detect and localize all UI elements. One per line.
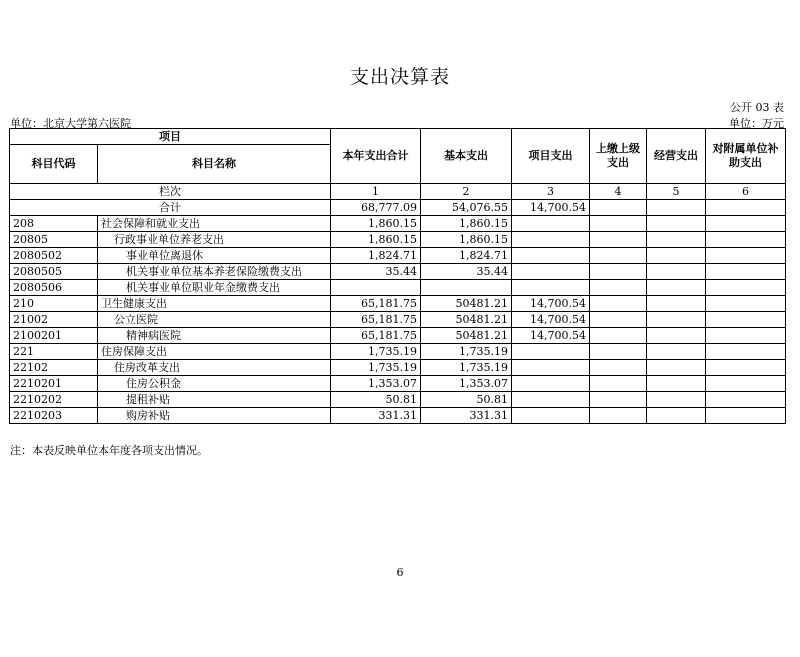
reporting-unit: 单位：北京大学第六医院 bbox=[10, 117, 131, 130]
header-operating-expenditure: 经营支出 bbox=[647, 129, 706, 184]
amount-cell bbox=[590, 376, 647, 392]
amount-cell: 65,181.75 bbox=[331, 312, 421, 328]
subject-name: 公立医院 bbox=[98, 312, 331, 328]
amount-cell bbox=[590, 328, 647, 344]
amount-cell bbox=[590, 408, 647, 424]
header-project: 项目 bbox=[10, 129, 331, 145]
amount-cell bbox=[706, 248, 786, 264]
amount-cell: 1,735.19 bbox=[421, 360, 512, 376]
header-remit-superior: 上缴上级支出 bbox=[590, 129, 647, 184]
amount-cell: 1,860.15 bbox=[331, 232, 421, 248]
subject-name: 卫生健康支出 bbox=[98, 296, 331, 312]
amount-cell bbox=[512, 344, 590, 360]
index-row bbox=[10, 184, 786, 200]
amount-cell bbox=[647, 360, 706, 376]
amount-cell bbox=[512, 408, 590, 424]
amount-cell: 35.44 bbox=[331, 264, 421, 280]
subject-name: 提租补贴 bbox=[98, 392, 331, 408]
form-number: 公开 03 表 bbox=[730, 101, 784, 114]
expenditure-table bbox=[9, 128, 786, 424]
subject-name: 住房改革支出 bbox=[98, 360, 331, 376]
amount-cell bbox=[590, 360, 647, 376]
amount-cell bbox=[512, 376, 590, 392]
amount-cell bbox=[647, 296, 706, 312]
page-number: 6 bbox=[396, 566, 404, 579]
amount-cell bbox=[512, 232, 590, 248]
amount-cell: 14,700.54 bbox=[512, 328, 590, 344]
amount-cell bbox=[647, 328, 706, 344]
index-cell: 1 bbox=[331, 184, 421, 200]
subject-name: 购房补贴 bbox=[98, 408, 331, 424]
subject-name: 住房保障支出 bbox=[98, 344, 331, 360]
amount-cell bbox=[647, 392, 706, 408]
amount-cell: 35.44 bbox=[421, 264, 512, 280]
amount-cell: 14,700.54 bbox=[512, 312, 590, 328]
amount-cell bbox=[590, 280, 647, 296]
amount-cell bbox=[421, 280, 512, 296]
amount-cell: 1,353.07 bbox=[331, 376, 421, 392]
amount-cell bbox=[706, 344, 786, 360]
header-total-expenditure: 本年支出合计 bbox=[331, 129, 421, 184]
table-row bbox=[10, 232, 786, 248]
amount-cell bbox=[331, 280, 421, 296]
table-row bbox=[10, 328, 786, 344]
amount-cell bbox=[706, 280, 786, 296]
amount-cell bbox=[590, 312, 647, 328]
header-subject-name: 科目名称 bbox=[98, 145, 331, 184]
currency-unit: 单位：万元 bbox=[729, 117, 784, 130]
amount-cell bbox=[706, 312, 786, 328]
subject-code: 21002 bbox=[10, 312, 98, 328]
amount-cell: 1,860.15 bbox=[331, 216, 421, 232]
subject-code: 2210203 bbox=[10, 408, 98, 424]
subject-code: 221 bbox=[10, 344, 98, 360]
index-cell: 5 bbox=[647, 184, 706, 200]
amount-cell bbox=[590, 296, 647, 312]
amount-cell bbox=[647, 216, 706, 232]
amount-cell bbox=[706, 408, 786, 424]
amount-cell: 50481.21 bbox=[421, 328, 512, 344]
amount-cell bbox=[647, 344, 706, 360]
header-basic-expenditure: 基本支出 bbox=[421, 129, 512, 184]
amount-cell: 1,824.71 bbox=[331, 248, 421, 264]
subject-name: 机关事业单位职业年金缴费支出 bbox=[98, 280, 331, 296]
header-project-expenditure: 项目支出 bbox=[512, 129, 590, 184]
total-cell bbox=[706, 200, 786, 216]
subject-name: 精神病医院 bbox=[98, 328, 331, 344]
amount-cell: 50.81 bbox=[331, 392, 421, 408]
amount-cell: 1,824.71 bbox=[421, 248, 512, 264]
subject-code: 2210201 bbox=[10, 376, 98, 392]
subject-code: 2210202 bbox=[10, 392, 98, 408]
amount-cell bbox=[512, 392, 590, 408]
amount-cell: 65,181.75 bbox=[331, 296, 421, 312]
amount-cell bbox=[647, 312, 706, 328]
amount-cell bbox=[590, 216, 647, 232]
amount-cell: 65,181.75 bbox=[331, 328, 421, 344]
amount-cell bbox=[512, 360, 590, 376]
amount-cell bbox=[647, 408, 706, 424]
amount-cell bbox=[706, 264, 786, 280]
index-label: 栏次 bbox=[10, 184, 331, 200]
subject-code: 20805 bbox=[10, 232, 98, 248]
amount-cell: 1,860.15 bbox=[421, 216, 512, 232]
index-cell: 6 bbox=[706, 184, 786, 200]
amount-cell: 1,735.19 bbox=[421, 344, 512, 360]
table-row bbox=[10, 392, 786, 408]
subject-code: 2080506 bbox=[10, 280, 98, 296]
header-subsidiary-subsidy: 对附属单位补助支出 bbox=[706, 129, 786, 184]
amount-cell bbox=[706, 232, 786, 248]
amount-cell bbox=[512, 280, 590, 296]
amount-cell bbox=[706, 296, 786, 312]
subject-name: 住房公积金 bbox=[98, 376, 331, 392]
amount-cell bbox=[706, 376, 786, 392]
table-note: 注：本表反映单位本年度各项支出情况。 bbox=[10, 444, 208, 457]
amount-cell: 1,735.19 bbox=[331, 360, 421, 376]
amount-cell bbox=[647, 376, 706, 392]
table-row bbox=[10, 344, 786, 360]
table-row bbox=[10, 248, 786, 264]
amount-cell bbox=[706, 360, 786, 376]
subject-name: 行政事业单位养老支出 bbox=[98, 232, 331, 248]
amount-cell bbox=[590, 264, 647, 280]
total-label: 合计 bbox=[10, 200, 331, 216]
amount-cell: 1,735.19 bbox=[331, 344, 421, 360]
amount-cell: 50.81 bbox=[421, 392, 512, 408]
amount-cell bbox=[706, 216, 786, 232]
subject-code: 208 bbox=[10, 216, 98, 232]
index-cell: 4 bbox=[590, 184, 647, 200]
table-row bbox=[10, 280, 786, 296]
amount-cell: 331.31 bbox=[421, 408, 512, 424]
amount-cell bbox=[647, 232, 706, 248]
total-cell: 68,777.09 bbox=[331, 200, 421, 216]
amount-cell bbox=[512, 216, 590, 232]
amount-cell: 50481.21 bbox=[421, 296, 512, 312]
total-cell bbox=[590, 200, 647, 216]
subject-code: 210 bbox=[10, 296, 98, 312]
subject-code: 2080505 bbox=[10, 264, 98, 280]
amount-cell: 50481.21 bbox=[421, 312, 512, 328]
total-cell bbox=[647, 200, 706, 216]
amount-cell bbox=[512, 264, 590, 280]
subject-code: 2080502 bbox=[10, 248, 98, 264]
amount-cell bbox=[647, 280, 706, 296]
header-subject-code: 科目代码 bbox=[10, 145, 98, 184]
amount-cell: 331.31 bbox=[331, 408, 421, 424]
table-row bbox=[10, 408, 786, 424]
subject-code: 2100201 bbox=[10, 328, 98, 344]
amount-cell bbox=[647, 264, 706, 280]
amount-cell bbox=[706, 392, 786, 408]
amount-cell bbox=[590, 232, 647, 248]
amount-cell bbox=[512, 248, 590, 264]
amount-cell bbox=[590, 392, 647, 408]
table-row bbox=[10, 216, 786, 232]
amount-cell bbox=[590, 248, 647, 264]
subject-name: 事业单位离退休 bbox=[98, 248, 331, 264]
index-cell: 2 bbox=[421, 184, 512, 200]
subject-name: 机关事业单位基本养老保险缴费支出 bbox=[98, 264, 331, 280]
subject-code: 22102 bbox=[10, 360, 98, 376]
page-title: 支出决算表 bbox=[349, 66, 450, 88]
amount-cell bbox=[647, 248, 706, 264]
total-cell: 14,700.54 bbox=[512, 200, 590, 216]
amount-cell: 1,860.15 bbox=[421, 232, 512, 248]
amount-cell: 14,700.54 bbox=[512, 296, 590, 312]
amount-cell: 1,353.07 bbox=[421, 376, 512, 392]
table-row bbox=[10, 296, 786, 312]
table-row bbox=[10, 376, 786, 392]
table-row bbox=[10, 312, 786, 328]
subject-name: 社会保障和就业支出 bbox=[98, 216, 331, 232]
total-row bbox=[10, 200, 786, 216]
amount-cell bbox=[706, 328, 786, 344]
index-cell: 3 bbox=[512, 184, 590, 200]
table-row bbox=[10, 264, 786, 280]
amount-cell bbox=[590, 344, 647, 360]
total-cell: 54,076.55 bbox=[421, 200, 512, 216]
table-row bbox=[10, 360, 786, 376]
